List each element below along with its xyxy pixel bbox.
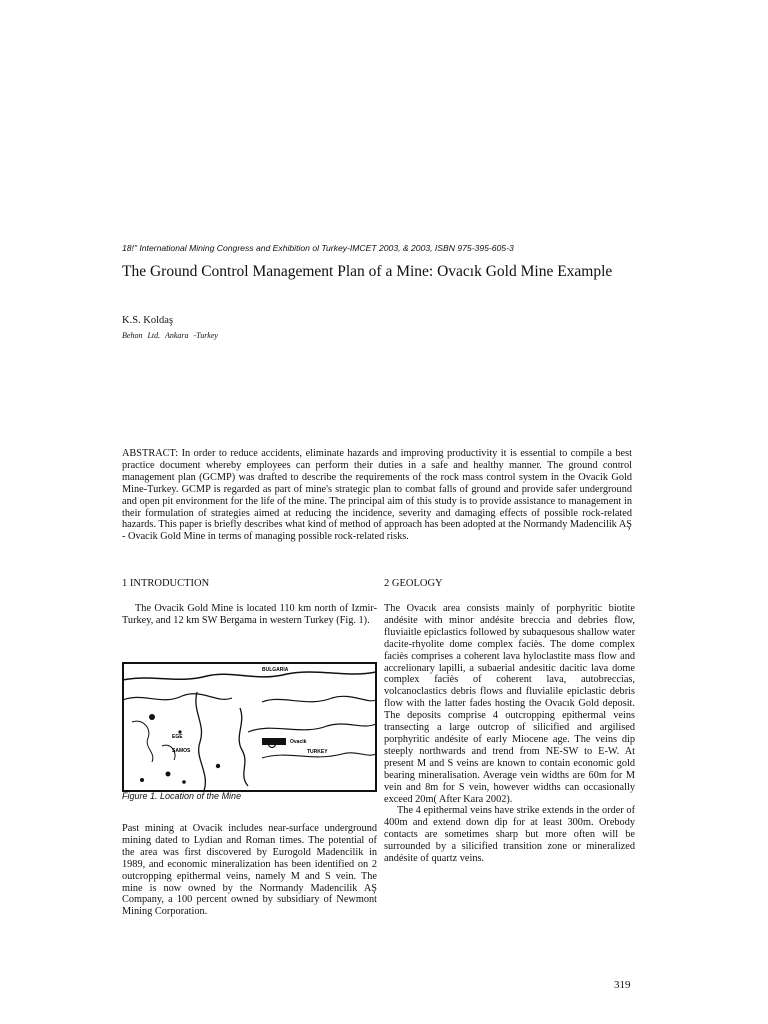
location-map-figure [122, 662, 377, 792]
map-label-ege: EGE [172, 734, 183, 740]
map-label-ovacik: Ovacik [290, 739, 307, 745]
author-affiliation: Behon Ltd. Ankara -Turkey [122, 331, 218, 340]
map-label-bulgaria: BULGARIA [262, 667, 289, 673]
intro-para-2-text: Past mining at Ovacik includes near-surface underground mining dated to Lydian and Roman times. The potential of the area was first discovered by Eurogold Madencilik in 1989, and economic mineralization has been identified on 2 outcropping epithermal veins, namely M and S vein. The mine is now owned by the Normandy Madencilik AŞ Company, a 100 percent owned by subsidiary of Newmont Mining Corporation. [122, 823, 377, 918]
intro-para-1-text: The Ovacik Gold Mine is located 110 km north of Izmir-Turkey, and 12 km SW Bergama in western Turkey (Fig. 1). [122, 603, 377, 626]
figure-caption: Figure 1. Location of the Mine [122, 791, 242, 801]
section-heading-introduction: 1 INTRODUCTION [122, 578, 210, 589]
abstract: ABSTRACT: In order to reduce accidents, eliminate hazards and improving productivity it is essential to compile a best practice document whereby employees can perform their duties in a safe and healthy manner. The ground control management plan (GCMP) was drafted to describe the requirements of the rock mass control system in the Ovacik Gold Mine-Turkey. GCMP is regarded as part of mine's strategic plan to combat falls of ground and provide safer underground and open pit environment for the life of the mine. The principal aim of this study is to provide assistance to management in their formulation of strategies aimed at reducing the incidence, severity and damaging effects of possible rock-related hazards. This paper is briefly describes what kind of method of approach has been adopted at the Normandy Madencilik AŞ - Ovacik Gold Mine in terms of managing possible rock-related risks. [122, 448, 632, 543]
paper-title: The Ground Control Management Plan of a Mine: Ovacık Gold Mine Example [122, 263, 613, 280]
geology-para-2-text: The 4 epithermal veins have strike extends in the order of 400m and extend down dip for at least 300m. Orebody contacts are sometimes sharp but more often will be surrounded by a silicified transition zone or mineralized andésite of quartz veins. [384, 805, 635, 865]
intro-paragraph-2 [122, 823, 377, 918]
author-name: K.S. Koldaş [122, 315, 174, 326]
intro-paragraph-1 [122, 603, 377, 627]
map-label-samos: SAMOS [172, 748, 191, 754]
geology-para-1-text: The Ovacık area consists mainly of porphyritic biotite andésite with minor andésite breccia and debries flow, fluviaitle epiclastics followed by subaquesous shallow water dacite-rhyolite dome complex faciès. The dome complex faciès comprises a coherent lava hyloclastite mass flow and accrelionary lapilli, a subaerial andesitic dacitic lava dome complex faciès of coherent lava, autobreccias, volcanoclastics debris flows and fluvialile epiclastic debris flow with the latter fades hosting the Ovacık Gold deposit. The deposits comprise 4 outcropping epithermal veins transecting a large outcrop of silicified and argilised porphyritic andésite of early Miocene age. The veins dip steeply northwards and trend from NE-SW to E-W. At present M and S veins are known to contain economic gold bearing mineralisation. Average vein widths are 60m for M vein and 8m for S vein, however widths can occasionally exceed 20m( After Kara 2002). [384, 603, 635, 805]
geology-column [384, 603, 635, 865]
section-heading-geology: 2 GEOLOGY [384, 578, 443, 589]
map-label-turkey: TURKEY [307, 749, 328, 755]
conference-header: 18!" International Mining Congress and Exhibition ol Turkey-IMCET 2003, & 2003, ISBN 975-395-605-3 [122, 243, 514, 253]
page-number: 319 [614, 979, 631, 991]
